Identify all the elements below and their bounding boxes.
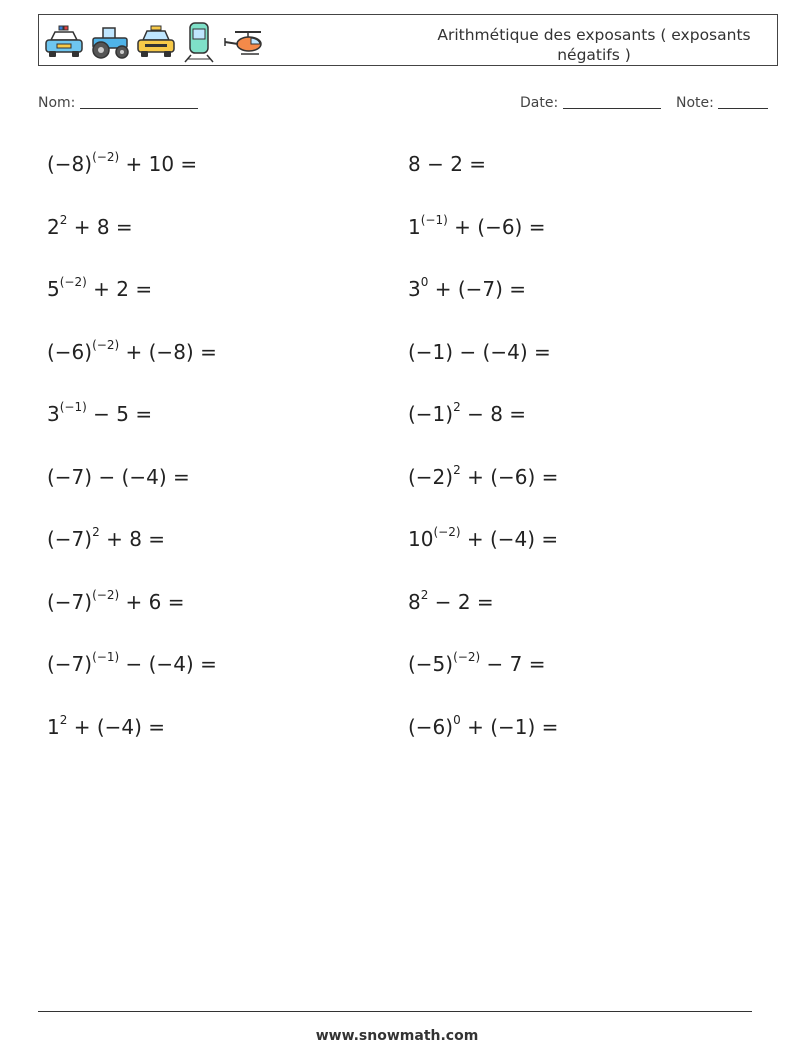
problem-rest: + 8 = <box>67 214 133 239</box>
tram-icon <box>181 21 217 63</box>
problem-left-8 <box>47 587 185 614</box>
problem-right-1 <box>408 152 486 176</box>
problem-base: (−1) − (−4) = <box>408 339 551 364</box>
problem-left-10 <box>47 712 166 739</box>
problem-exponent: 2 <box>420 587 429 602</box>
problem-exponent: 2 <box>92 525 100 539</box>
problem-left-2 <box>47 212 133 239</box>
name-field <box>38 94 198 111</box>
problem-exponent: (−2) <box>59 275 87 289</box>
problem-left-3 <box>47 277 152 301</box>
problem-rest: + 8 = <box>99 527 166 551</box>
problem-base: 1 <box>47 714 60 739</box>
problem-left-1 <box>47 152 197 176</box>
worksheet-header <box>38 14 778 66</box>
score-blank[interactable] <box>718 94 768 109</box>
date-label: Date: <box>520 95 559 111</box>
problem-rest: + (−6) = <box>460 464 559 489</box>
problem-base: 8 <box>408 589 421 614</box>
date-field <box>520 94 661 111</box>
problem-base: (−6) <box>408 714 454 739</box>
problem-right-3 <box>408 277 526 301</box>
score-field <box>676 94 768 111</box>
problem-right-2 <box>408 212 546 239</box>
footer-divider <box>38 1011 752 1012</box>
problem-exponent: (−2) <box>92 150 120 164</box>
problem-base: (−7) <box>47 589 93 614</box>
title-line-1: Arithmétique des exposants ( exposants <box>437 26 751 44</box>
problem-rest: − 5 = <box>86 402 153 426</box>
problem-base: (−7) − (−4) = <box>47 464 190 489</box>
police-car-icon <box>43 22 85 62</box>
problem-left-5 <box>47 402 152 426</box>
problem-rest: − (−4) = <box>119 652 217 676</box>
name-label: Nom: <box>38 95 76 111</box>
problem-rest: − 7 = <box>480 652 546 676</box>
problem-rest: + (−1) = <box>460 714 559 739</box>
problem-rest: + (−8) = <box>119 339 217 364</box>
problem-base: (−1) <box>408 402 454 426</box>
problem-base: (−8) <box>47 152 93 176</box>
problem-exponent: 2 <box>59 212 68 227</box>
problem-right-10 <box>408 712 559 739</box>
problem-rest: − 8 = <box>460 402 527 426</box>
problem-exponent: (−2) <box>453 650 481 664</box>
problem-right-6 <box>408 462 559 489</box>
problem-base: 3 <box>408 277 421 301</box>
problem-rest: − 2 = <box>428 589 494 614</box>
problem-right-5 <box>408 402 526 426</box>
problem-exponent: (−1) <box>420 212 448 227</box>
tractor-icon <box>89 22 131 62</box>
header-icons <box>43 21 267 63</box>
problem-rest: + (−7) = <box>428 277 527 301</box>
problem-base: (−7) <box>47 527 93 551</box>
problem-base: (−2) <box>408 464 454 489</box>
problem-right-9 <box>408 652 545 676</box>
problem-exponent: 0 <box>453 712 461 727</box>
problem-base: (−7) <box>47 652 93 676</box>
score-label: Note: <box>676 95 714 111</box>
problem-base: 10 <box>408 527 434 551</box>
problem-exponent: 2 <box>59 712 68 727</box>
problem-base: 1 <box>408 214 421 239</box>
problem-base: 3 <box>47 402 60 426</box>
problem-exponent: (−1) <box>92 650 120 664</box>
problem-base: (−6) <box>47 339 93 364</box>
problem-base: (−5) <box>408 652 454 676</box>
problem-exponent: 0 <box>420 275 429 289</box>
problem-left-7 <box>47 527 165 551</box>
problem-exponent: (−2) <box>92 337 120 352</box>
problem-exponent: 2 <box>453 462 461 477</box>
title-line-2: négatifs ) <box>557 46 631 64</box>
problem-rest: + 6 = <box>119 589 185 614</box>
problem-base: 5 <box>47 277 60 301</box>
problem-base: 2 <box>47 214 60 239</box>
problem-right-8 <box>408 587 494 614</box>
problem-left-4 <box>47 337 217 364</box>
problem-exponent: (−2) <box>92 587 120 602</box>
problem-base: 8 − 2 = <box>408 152 487 176</box>
problem-right-4 <box>408 340 551 364</box>
worksheet-title <box>409 25 779 65</box>
problem-left-6 <box>47 465 190 489</box>
problem-rest: + (−6) = <box>447 214 546 239</box>
name-blank[interactable] <box>80 94 198 109</box>
problem-exponent: (−2) <box>433 525 461 539</box>
problem-rest: + 2 = <box>86 277 153 301</box>
problem-rest: + (−4) = <box>67 714 166 739</box>
problem-exponent: (−1) <box>59 400 87 414</box>
problem-rest: + 10 = <box>119 152 198 176</box>
taxi-icon <box>135 22 177 62</box>
problem-rest: + (−4) = <box>460 527 559 551</box>
helicopter-icon <box>221 22 267 62</box>
footer-url: www.snowmath.com <box>315 1028 479 1044</box>
problem-exponent: 2 <box>453 400 461 414</box>
problem-left-9 <box>47 652 217 676</box>
problem-right-7 <box>408 527 558 551</box>
date-blank[interactable] <box>563 94 661 109</box>
